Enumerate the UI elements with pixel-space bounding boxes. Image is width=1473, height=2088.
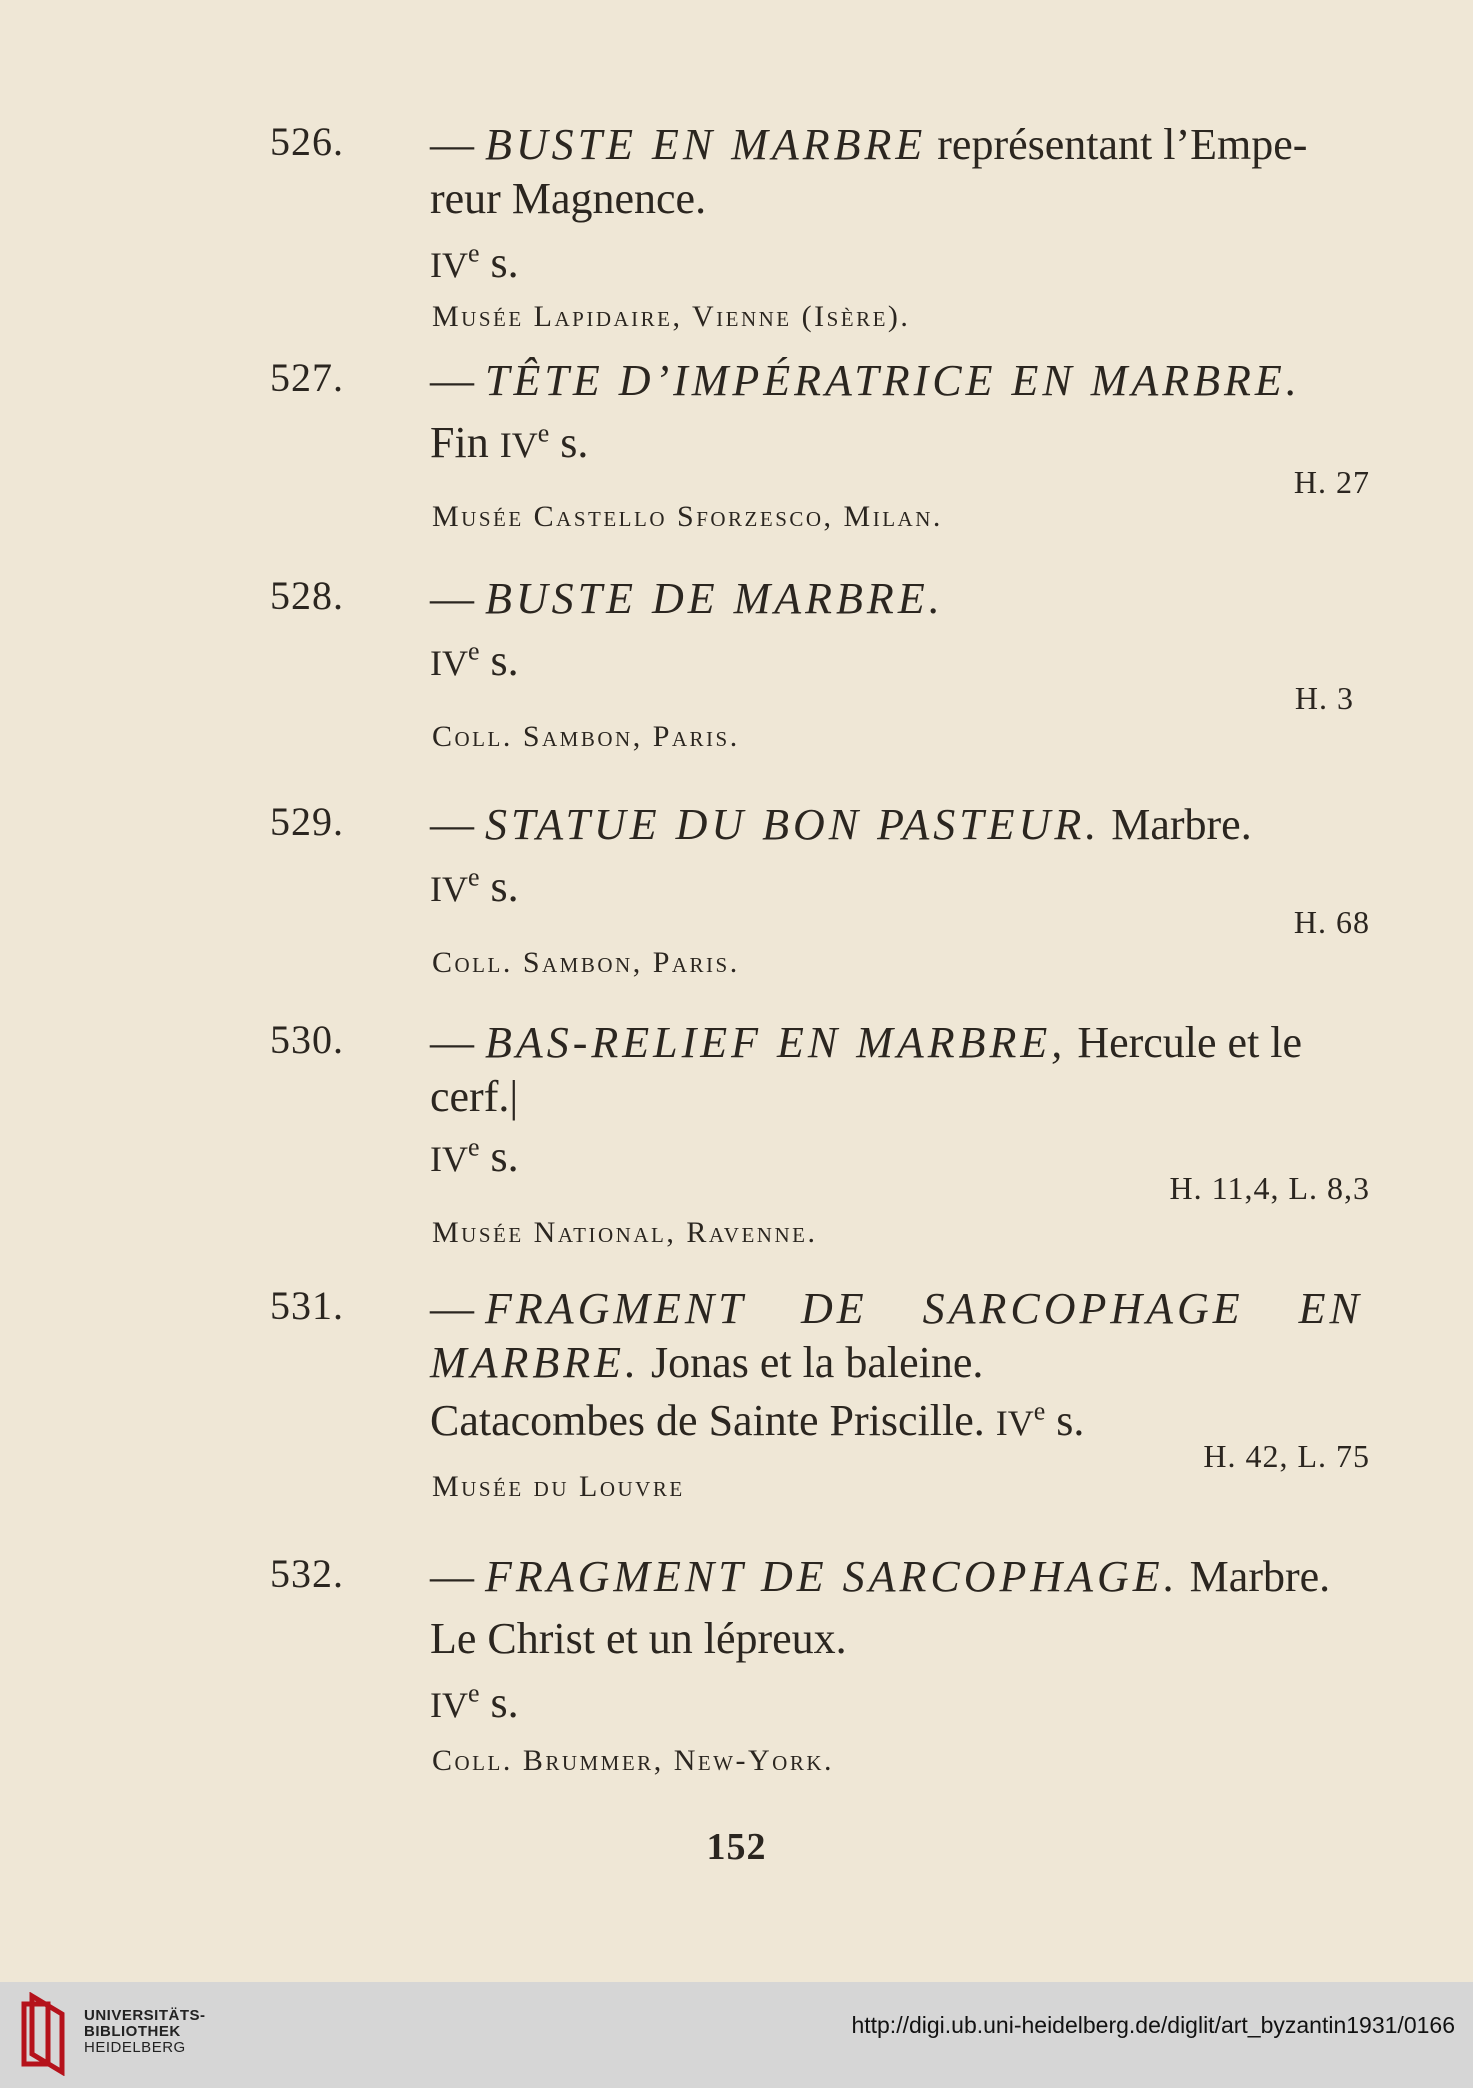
entry-dimensions: H. 11,4, L. 8,3 (1169, 1170, 1370, 1206)
entry-century (430, 416, 1370, 472)
century-suffix: s. (479, 636, 519, 685)
century-roman: IV (430, 1139, 468, 1179)
source-url[interactable]: http://digi.ub.uni-heidelberg.de/diglit/art_byzantin1931/0166 (851, 2012, 1455, 2038)
entry-description: Marbre. (1178, 1552, 1331, 1601)
entry-dimensions: H. 27 (1293, 464, 1370, 500)
entry-title: FRAGMENT DE SARCOPHAGE. (485, 1552, 1179, 1601)
century-suffix: s. (479, 238, 519, 287)
century-roman: IV (499, 425, 538, 465)
entry-heading (430, 1016, 1473, 1070)
entry-continuation: reur Magnence. (430, 174, 707, 223)
entry-number: 528. (270, 573, 344, 618)
century-suffix: s. (1045, 1396, 1085, 1445)
entry-title: BAS-RELIEF EN MARBRE, (485, 1018, 1067, 1067)
entry-heading (430, 1550, 1473, 1604)
century-suffix: s. (549, 418, 589, 467)
century-roman: IV (995, 1403, 1034, 1443)
entry-description: Jonas et la baleine. (640, 1338, 984, 1387)
entry-number: 526. (270, 119, 344, 164)
entry-number: 530. (270, 1017, 344, 1062)
entry-description: représentant l’Empe- (926, 120, 1308, 169)
entry-description: Hercule et le (1066, 1018, 1303, 1067)
century-suffix: s. (479, 862, 519, 911)
entry-title: TÊTE D’IMPÉRATRICE EN MARBRE. (485, 356, 1301, 405)
entry-heading (430, 118, 1473, 172)
entry-collection: Musée du Louvre (432, 1470, 685, 1503)
em-dash: — (430, 800, 474, 849)
library-name-line3: HEIDELBERG (84, 2039, 186, 2056)
century-roman: IV (430, 869, 468, 909)
entry-century (430, 236, 1370, 292)
entry-collection: Musée Lapidaire, Vienne (Isère). (432, 300, 911, 333)
entry-continuation: Le Christ et un lépreux. (430, 1614, 847, 1663)
em-dash: — (430, 1552, 474, 1601)
century-roman: IV (430, 245, 468, 285)
century-roman: IV (430, 1685, 468, 1725)
library-name-line2: BIBLIOTHEK (84, 2023, 181, 2040)
catalog-entry-526 (270, 118, 1370, 334)
em-dash: — (430, 120, 474, 169)
catalog-entry-527 (270, 354, 1370, 534)
entry-number: 531. (270, 1283, 344, 1328)
em-dash: — (430, 574, 474, 623)
century-sup: e (1033, 1396, 1046, 1426)
em-dash: — (430, 1018, 474, 1067)
provenance-text: Catacombes de Sainte Priscille. (430, 1396, 996, 1445)
entry-title: BUSTE DE MARBRE. (485, 574, 944, 623)
entry-description: Marbre. (1100, 800, 1252, 849)
entry-century (430, 860, 1370, 916)
century-sup: e (468, 1678, 480, 1708)
entry-collection: Musée Castello Sforzesco, Milan. (432, 500, 943, 533)
entry-number: 527. (270, 355, 344, 400)
century-sup: e (468, 238, 480, 268)
entry-title: STATUE DU BON PASTEUR. (485, 800, 1101, 849)
entry-dimensions: H. 42, L. 75 (1203, 1438, 1370, 1474)
entry-collection: Coll. Sambon, Paris. (432, 946, 740, 979)
century-sup: e (468, 1132, 480, 1162)
entry-heading (430, 1282, 1473, 1336)
entry-title: BUSTE EN MARBRE (485, 120, 927, 169)
catalog-entry-530 (270, 1016, 1370, 1250)
entry-continuation (430, 1336, 1370, 1390)
catalog-entry-529 (270, 798, 1370, 980)
entry-dimensions: H. 3 (1294, 680, 1354, 716)
entry-number: 532. (270, 1551, 344, 1596)
entry-century (430, 634, 1370, 690)
entry-heading (430, 572, 1473, 626)
century-sup: e (468, 862, 480, 892)
entry-collection: Coll. Brummer, New-York. (432, 1744, 834, 1777)
catalog-entry-532 (270, 1550, 1370, 1778)
century-suffix: s. (479, 1132, 519, 1181)
page-number: 152 (706, 1826, 767, 1868)
entry-heading (430, 798, 1473, 852)
century-sup: e (537, 418, 550, 448)
entry-century (430, 1676, 1370, 1732)
em-dash: — (430, 356, 474, 405)
entry-title: FRAGMENT DE SARCOPHAGE EN (485, 1284, 1363, 1333)
entry-heading (430, 354, 1473, 408)
em-dash: — (430, 1284, 474, 1333)
entry-collection: Coll. Sambon, Paris. (432, 720, 740, 753)
footer-bar (0, 1982, 1473, 2088)
century-prefix: Fin (430, 418, 500, 467)
catalog-entry-528 (270, 572, 1370, 754)
library-name (84, 2008, 206, 2056)
entry-continuation: cerf.| (430, 1072, 519, 1121)
century-roman: IV (430, 643, 468, 683)
library-logo-icon (18, 1992, 68, 2076)
entry-collection: Musée National, Ravenne. (432, 1216, 818, 1249)
entry-dimensions: H. 68 (1293, 904, 1370, 940)
entry-number: 529. (270, 799, 344, 844)
entry-title-line2: MARBRE. (430, 1338, 641, 1387)
century-suffix: s. (479, 1678, 519, 1727)
library-name-line1: UNIVERSITÄTS- (84, 2007, 206, 2024)
catalog-entry-531 (270, 1282, 1370, 1504)
century-sup: e (468, 636, 480, 666)
